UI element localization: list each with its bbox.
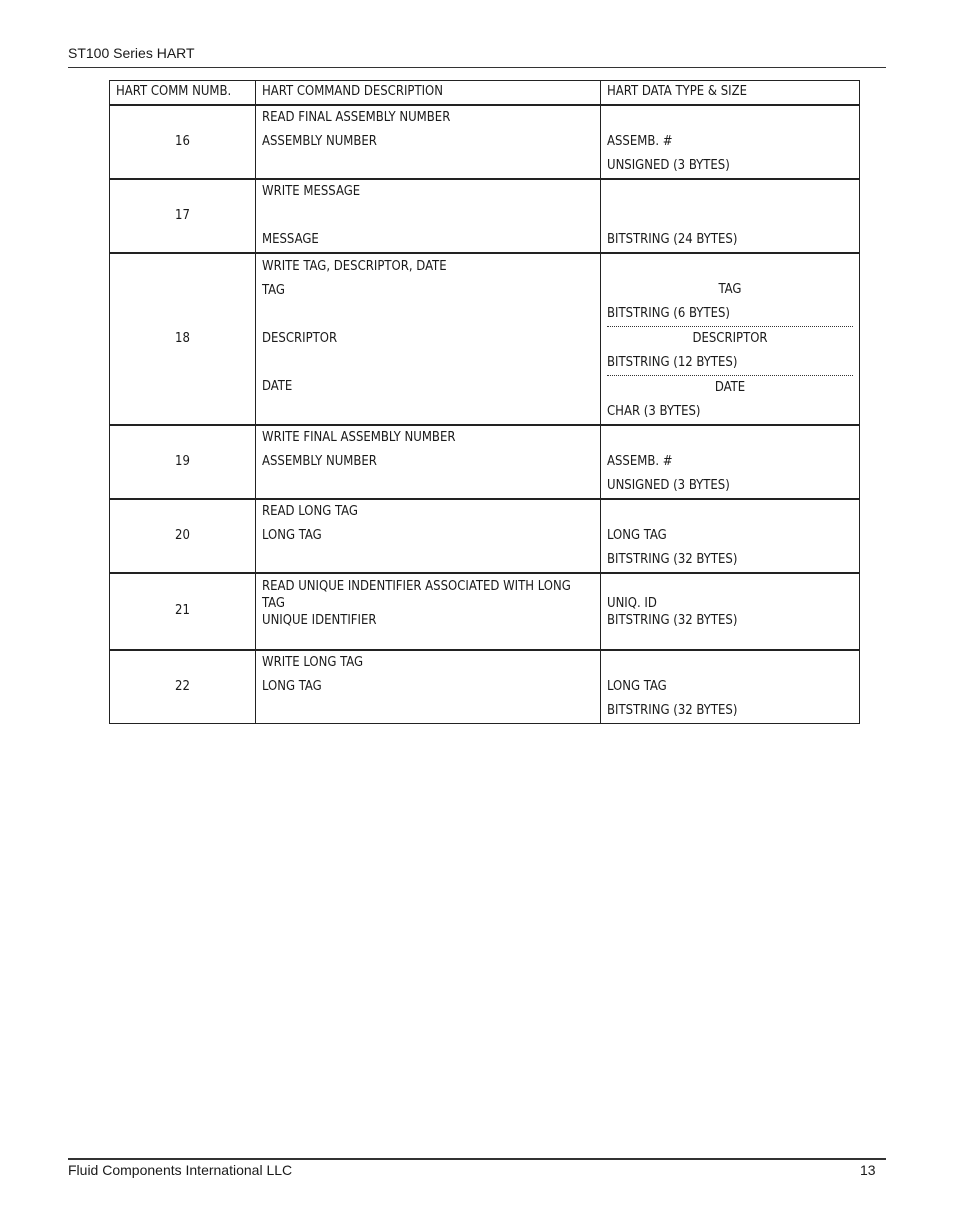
data-type-line: CHAR (3 BYTES) [607,404,701,419]
data-type-line: DESCRIPTOR [692,331,768,346]
description-line: ASSEMBLY NUMBER [262,134,377,149]
data-type [601,105,860,179]
command-description [256,425,601,499]
description-line: LONG TAG [262,528,322,543]
spacer [607,204,853,228]
description-line: LONG TAG [262,679,322,694]
spacer [607,426,853,450]
data-type-line: BITSTRING (6 BYTES) [607,302,853,327]
description-line: WRITE TAG, DESCRIPTOR, DATE [262,259,447,274]
table-row-21 [110,573,860,650]
spacer [607,500,853,524]
spacer [262,204,594,228]
spacer [607,106,853,130]
description-line: READ LONG TAG [262,504,358,519]
command-description [256,179,601,253]
description-line: MESSAGE [262,232,319,247]
footer-rule [68,1158,886,1160]
data-type-line: UNSIGNED (3 BYTES) [607,478,730,493]
command-description [256,650,601,724]
table-row-18 [110,253,860,425]
table-row-20 [110,499,860,573]
command-description [256,499,601,573]
data-type-line: DATE [714,380,746,395]
spacer [607,651,853,675]
spacer [262,474,594,498]
spacer [607,254,853,278]
data-type [601,499,860,573]
command-description [256,105,601,179]
data-type-line: TAG [718,282,742,297]
command-number: 17 [110,179,256,253]
description-line: WRITE MESSAGE [262,184,361,199]
data-type-line: ASSEMB. # [607,454,673,469]
command-number: 18 [110,253,256,425]
description-line: WRITE LONG TAG [262,655,364,670]
data-type-line: BITSTRING (12 BYTES) [607,351,853,376]
column-header-command-description: HART COMMAND DESCRIPTION [256,81,601,106]
spacer [262,154,594,178]
data-type-line: LONG TAG [607,679,667,694]
table-row-19 [110,425,860,499]
data-type-line: LONG TAG [607,528,667,543]
description-line: DATE [262,379,293,394]
hart-command-table [109,80,860,724]
data-type [601,179,860,253]
data-type-line: BITSTRING (32 BYTES) [607,703,738,718]
footer-page-number: 13 [860,1162,876,1178]
column-header-comm-numb: HART COMM NUMB. [110,81,256,106]
description-line: READ UNIQUE INDENTIFIER ASSOCIATED WITH LONG TAG [262,579,571,611]
data-type [601,573,860,650]
command-number: 20 [110,499,256,573]
command-number: 19 [110,425,256,499]
data-type-line: BITSTRING (32 BYTES) [607,612,738,628]
header-rule [68,67,886,68]
spacer [607,180,853,204]
data-type-line: BITSTRING (24 BYTES) [607,232,738,247]
description-line: DESCRIPTOR [262,331,338,346]
spacer [262,399,594,423]
spacer [262,303,594,327]
command-number: 16 [110,105,256,179]
command-description [256,253,601,425]
table-row-17 [110,179,860,253]
table-row-16 [110,105,860,179]
table-row-22 [110,650,860,724]
data-type [601,425,860,499]
description-line: TAG [262,283,285,298]
page-header-title: ST100 Series HART [68,45,195,61]
description-line: UNIQUE IDENTIFIER [262,613,377,628]
command-description [256,573,601,650]
data-type-line: UNIQ. ID [607,595,657,611]
data-type-line: ASSEMB. # [607,134,673,149]
command-number: 21 [110,573,256,650]
data-type-line: BITSTRING (32 BYTES) [607,552,738,567]
description-line: ASSEMBLY NUMBER [262,454,377,469]
data-type-line: UNSIGNED (3 BYTES) [607,158,730,173]
description-line: READ FINAL ASSEMBLY NUMBER [262,110,451,125]
table-header-row [110,81,860,106]
spacer [262,699,594,723]
data-type [601,650,860,724]
spacer [262,548,594,572]
data-type [601,253,860,425]
footer-company: Fluid Components International LLC [68,1162,293,1178]
spacer [262,351,594,375]
description-line: WRITE FINAL ASSEMBLY NUMBER [262,430,456,445]
command-number: 22 [110,650,256,724]
column-header-data-type-size: HART DATA TYPE & SIZE [601,81,860,106]
